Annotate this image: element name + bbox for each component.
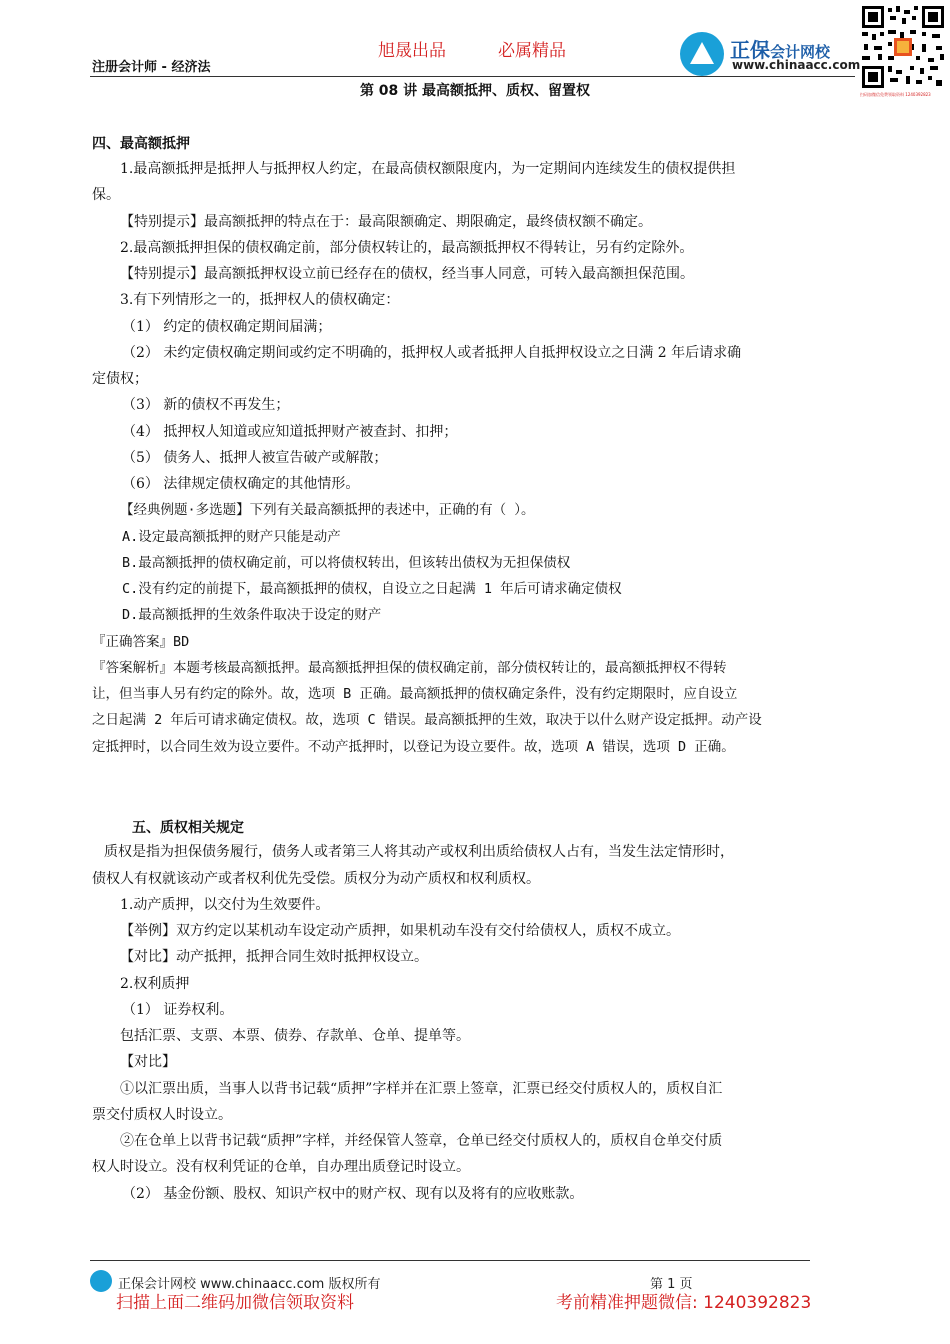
analysis-line: 之日起满 2 年后可请求确定债权。故，选项 C 错误。最高额抵押的生效，取决于以什么财产设定抵押。动产设: [92, 712, 762, 728]
paragraph: 【对比】动产抵押，抵押合同生效时抵押权设立。: [120, 949, 428, 965]
list-item: （1） 约定的债权确定期间届满；: [122, 319, 332, 335]
list-item: （2） 未约定债权确定期间或约定不明确的，抵押权人或者抵押人自抵押权设立之日满 2 年后请求确: [122, 345, 742, 361]
analysis-line: 『答案解析』本题考核最高额抵押。最高额抵押担保的债权确定前，部分债权转让的，最高额抵押权不得转: [92, 660, 727, 676]
paragraph: 【对比】: [120, 1054, 176, 1070]
analysis-line: 定抵押时，以合同生效为设立要件。不动产抵押时，以登记为设立要件。故，选项 A 错误，选项 D 正确。: [92, 739, 735, 755]
brand-logo[interactable]: [678, 28, 861, 76]
logo-triangle-icon: [690, 42, 714, 64]
tip: 【特别提示】最高额抵押的特点在于：最高限额确定、期限确定，最终债权额不确定。: [120, 214, 652, 230]
list-item: （2） 基金份额、股权、知识产权中的财产权、现有以及将有的应收账款。: [122, 1186, 584, 1202]
tip: 【特别提示】最高额抵押权设立前已经存在的债权，经当事人同意，可转入最高额担保范围。: [120, 266, 694, 282]
list-item: （5） 债务人、抵押人被宣告破产或解散；: [122, 450, 388, 466]
list-item: 定债权；: [92, 371, 148, 387]
answer: 『正确答案』BD: [92, 634, 190, 650]
option-c: C.没有约定的前提下，最高额抵押的债权，自设立之日起满 1 年后可请求确定债权: [122, 581, 622, 597]
paragraph: 保。: [92, 187, 120, 203]
analysis-line: 让，但当事人另有约定的除外。故，选项 B 正确。最高额抵押的债权确定条件，没有约定期限时，应自设立: [92, 686, 738, 702]
course-title: 注册会计师 - 经济法: [92, 60, 211, 75]
header-tagline-right: 必属精品: [498, 41, 566, 61]
section-4-heading: 四、最高额抵押: [92, 136, 190, 152]
qr-caption: 扫码加微信免费领取资料 1240392823: [860, 92, 931, 97]
paragraph: 债权人有权就该动产或者权利优先受偿。质权分为动产质权和权利质权。: [92, 871, 540, 887]
list-item: （6） 法律规定债权确定的其他情形。: [122, 476, 360, 492]
paragraph: 2.权利质押: [120, 976, 190, 992]
footer-copyright: 正保会计网校 www.chinaacc.com 版权所有: [118, 1277, 381, 1292]
section-5-heading: 五、质权相关规定: [132, 820, 244, 836]
paragraph: 2.最高额抵押担保的债权确定前，部分债权转让的，最高额抵押权不得转让，另有约定除外。: [120, 240, 694, 256]
paragraph: 票交付质权人时设立。: [92, 1107, 232, 1123]
logo-url: www.chinaacc.com: [732, 58, 861, 72]
lecture-title: 第 08 讲 最高额抵押、质权、留置权: [359, 83, 591, 99]
qr-code-icon[interactable]: [860, 4, 946, 90]
paragraph: 1.动产质押，以交付为生效要件。: [120, 897, 330, 913]
option-d: D.最高额抵押的生效条件取决于设定的财产: [122, 607, 382, 623]
paragraph: 权人时设立。没有权利凭证的仓单，自办理出质登记时设立。: [92, 1159, 470, 1175]
header-tagline-left: 旭晟出品: [378, 41, 446, 61]
option-a: A.设定最高额抵押的财产只能是动产: [122, 529, 341, 545]
paragraph: ②在仓单上以背书记载“质押”字样，并经保管人签章，仓单已经交付质权人的，质权自仓单交付质: [120, 1133, 723, 1149]
list-item: （4） 抵押权人知道或应知道抵押财产被查封、扣押；: [122, 424, 458, 440]
paragraph: 包括汇票、支票、本票、债券、存款单、仓单、提单等。: [120, 1028, 470, 1044]
option-b: B.最高额抵押的债权确定前，可以将债权转出，但该转出债权为无担保债权: [122, 555, 571, 571]
paragraph: 3.有下列情形之一的，抵押权人的债权确定：: [120, 292, 400, 308]
promo-right: 考前精准押题微信: 1240392823: [556, 1293, 812, 1313]
footer-divider: [90, 1260, 810, 1261]
footer-logo-icon: [90, 1270, 112, 1292]
promo-left: 扫描上面二维码加微信领取资料: [116, 1293, 354, 1313]
page-number: 第 1 页: [650, 1277, 693, 1292]
logo-brand-text: 正保会计网校: [730, 38, 831, 62]
paragraph: 质权是指为担保债务履行，债务人或者第三人将其动产或权利出质给债权人占有，当发生法定情形时，: [104, 844, 734, 860]
paragraph: 1.最高额抵押是抵押人与抵押权人约定，在最高债权额限度内，为一定期间内连续发生的债权提供担: [120, 161, 736, 177]
example-question: 【经典例题·多选题】下列有关最高额抵押的表述中，正确的有（ ）。: [120, 502, 535, 518]
paragraph: 【举例】双方约定以某机动车设定动产质押，如果机动车没有交付给债权人，质权不成立。: [120, 923, 680, 939]
paragraph: ①以汇票出质，当事人以背书记载“质押”字样并在汇票上签章，汇票已经交付质权人的，质权自汇: [120, 1081, 723, 1097]
header-divider: [90, 76, 855, 77]
list-item: （3） 新的债权不再发生；: [122, 397, 290, 413]
list-item: （1） 证券权利。: [122, 1002, 234, 1018]
